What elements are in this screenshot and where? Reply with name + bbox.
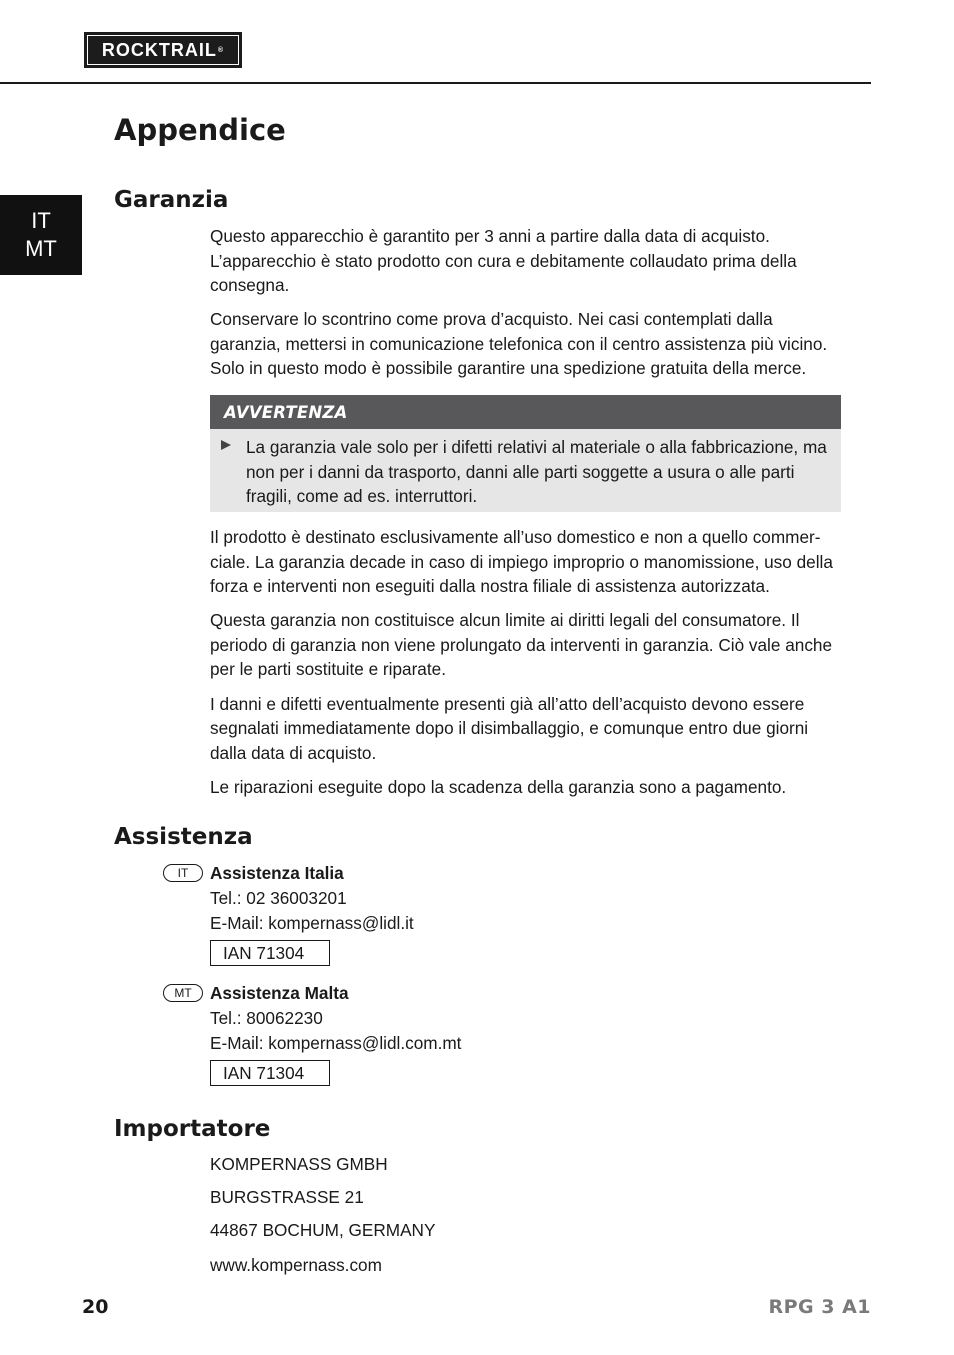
service-italia-title: Assistenza Italia: [210, 863, 344, 883]
model-number: RPG 3 A1: [768, 1296, 871, 1318]
service-italia: [210, 861, 414, 966]
service-italia-email: E-Mail: kompernass@lidl.it: [210, 912, 414, 933]
header-rule: [0, 82, 871, 84]
warning-title: AVVERTENZA: [210, 395, 841, 429]
garanzia-paragraph-3: Il prodotto è destinato esclusivamente all’uso domestico e non a quello commerciale. La garanzia decade in caso di impiego improprio o manomissione, uso della forza e interventi non eseguiti dalla nostra filiale di assistenza autorizzata.: [210, 527, 833, 597]
service-malta-title: Assistenza Malta: [210, 983, 349, 1003]
garanzia-heading: Garanzia: [114, 187, 229, 213]
garanzia-paragraph-4: Questa garanzia non costituisce alcun limite ai diritti legali del consumatore. Il periodo di garanzia non viene prolungato da interventi in garanzia. Ciò vale anche per le parti sostituite e riparate.: [210, 610, 833, 680]
garanzia-paragraph-5: I danni e difetti eventualmente presenti già all’atto dell’acquisto devono essere segnalati immediatamente dopo il disimballaggio, e comunque entro due giorni dalla data di acquisto.: [210, 693, 809, 763]
service-malta-ian: IAN 71304: [210, 1060, 330, 1086]
importer-city: 44867 BOCHUM, GERMANY: [210, 1220, 436, 1240]
garanzia-details: [210, 525, 838, 809]
importatore-heading: Importatore: [114, 1116, 271, 1142]
country-badge-mt: MT: [163, 984, 203, 1002]
service-italia-phone: Tel.: 02 36003201: [210, 887, 347, 908]
warning-text: La garanzia vale solo per i difetti relativi al materiale o alla fabbricazione, ma non per i danni da trasporto, danni alle parti soggette a usura o alle parti fragili, come ad es. interruttori.: [246, 437, 827, 507]
importer-company: KOMPERNASS GMBH: [210, 1154, 388, 1174]
service-malta-email: E-Mail: kompernass@lidl.com.mt: [210, 1032, 462, 1053]
brand-logo: [84, 32, 242, 68]
garanzia-paragraph-2: Conservare lo scontrino come prova d’acquisto. Nei casi contemplati dalla garanzia, mettersi in comunicazione telefonica con il centro assistenza più vicino. Solo in questo modo è possibile garantire una spedizione gratuita della merce.: [210, 309, 828, 379]
registered-mark: ®: [217, 46, 225, 54]
language-tab: [0, 195, 82, 275]
brand-name: ROCKTRAIL: [101, 39, 217, 60]
assistenza-heading: Assistenza: [114, 824, 253, 850]
garanzia-paragraph-1: Questo apparecchio è garantito per 3 anni a partire dalla data di acquisto. L’apparecchio è stato prodotto con cura e debitamente collaudato prima della consegna.: [210, 226, 797, 296]
arrow-bullet-icon: [221, 440, 231, 450]
language-tab-mt: MT: [25, 236, 57, 261]
country-badge-it: IT: [163, 864, 203, 882]
warning-box: [210, 395, 841, 512]
language-tab-it: IT: [31, 208, 51, 233]
page-number: 20: [82, 1296, 109, 1318]
page-title: Appendice: [114, 113, 286, 147]
garanzia-paragraph-6: Le riparazioni eseguite dopo la scadenza della garanzia sono a pagamento.: [210, 776, 787, 797]
garanzia-intro: [210, 224, 838, 391]
service-malta-phone: Tel.: 80062230: [210, 1007, 323, 1028]
importer-website: www.kompernass.com: [210, 1255, 382, 1275]
service-malta: [210, 981, 461, 1086]
importer-street: BURGSTRASSE 21: [210, 1187, 364, 1207]
service-italia-ian: IAN 71304: [210, 940, 330, 966]
